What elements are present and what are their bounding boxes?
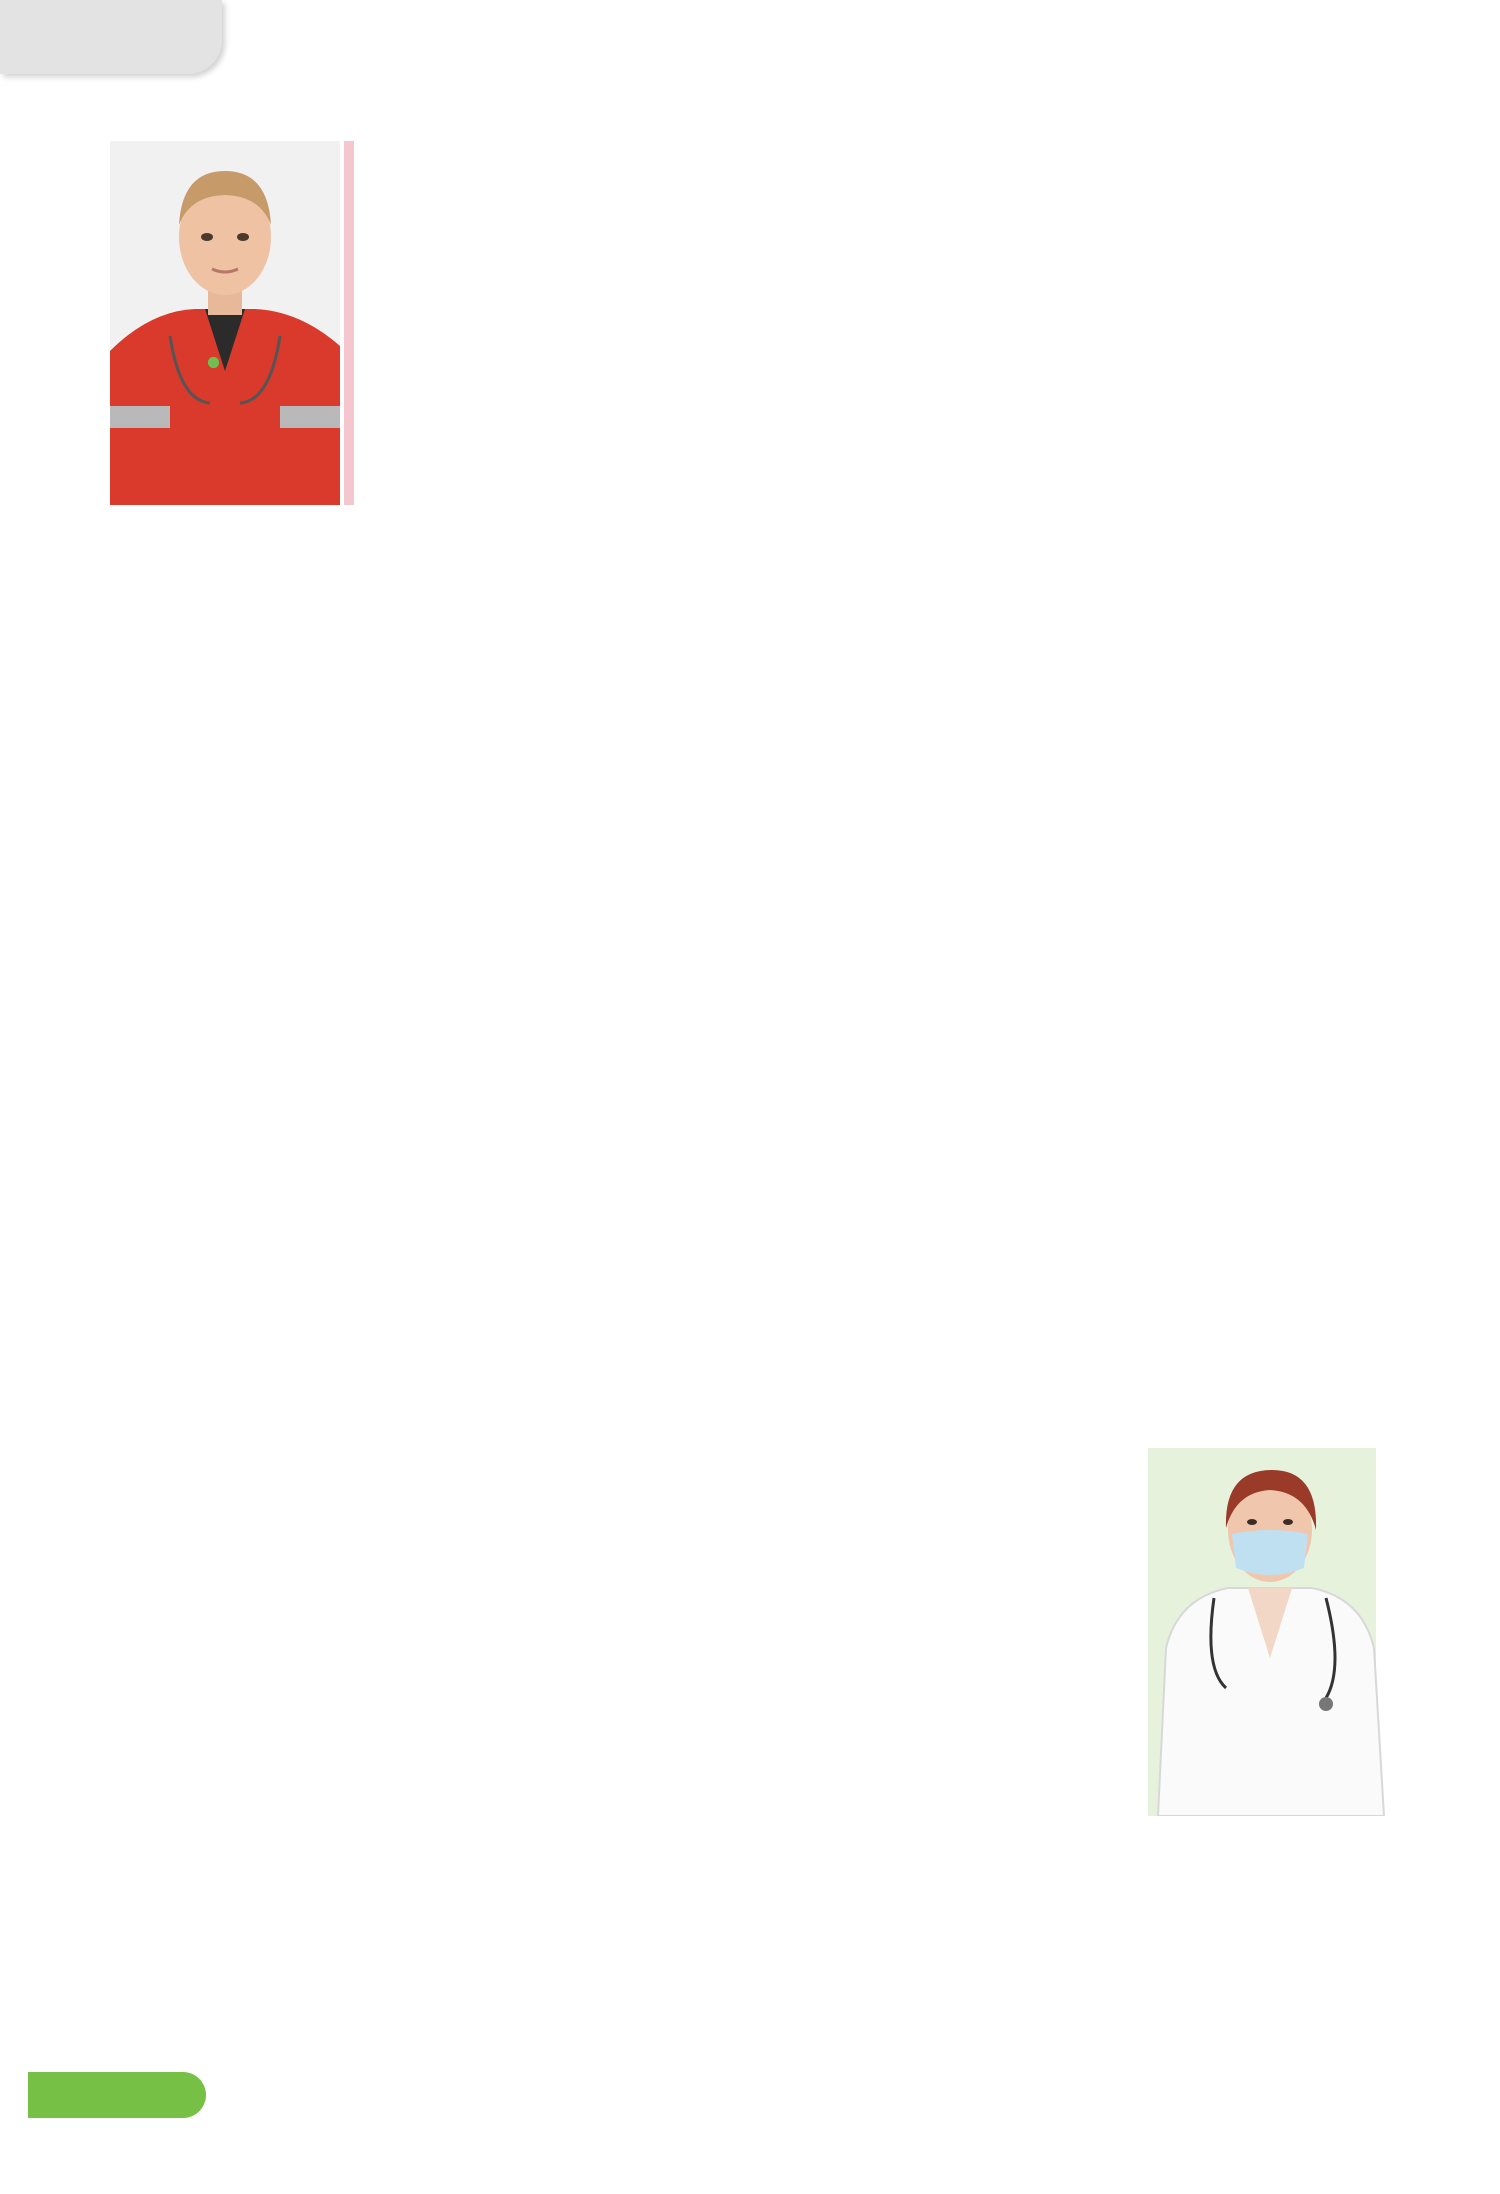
photo-accent-bar [344, 141, 354, 505]
top-dot-decoration [218, 50, 1488, 74]
rescuer-photo [110, 141, 340, 505]
toc-button[interactable] [0, 0, 222, 74]
bottom-dash-decoration [0, 2052, 1500, 2060]
doctor-photo [1148, 1448, 1392, 1816]
page-content [128, 118, 1374, 341]
avpu-item [370, 181, 1374, 225]
avpu-block [128, 129, 1374, 327]
avpu-item [370, 232, 1374, 276]
bullet-icon [208, 357, 219, 368]
avpu-item [370, 284, 1374, 328]
avpu-item [370, 129, 1374, 173]
avpu-list [370, 129, 1374, 327]
page-number [28, 2072, 206, 2118]
